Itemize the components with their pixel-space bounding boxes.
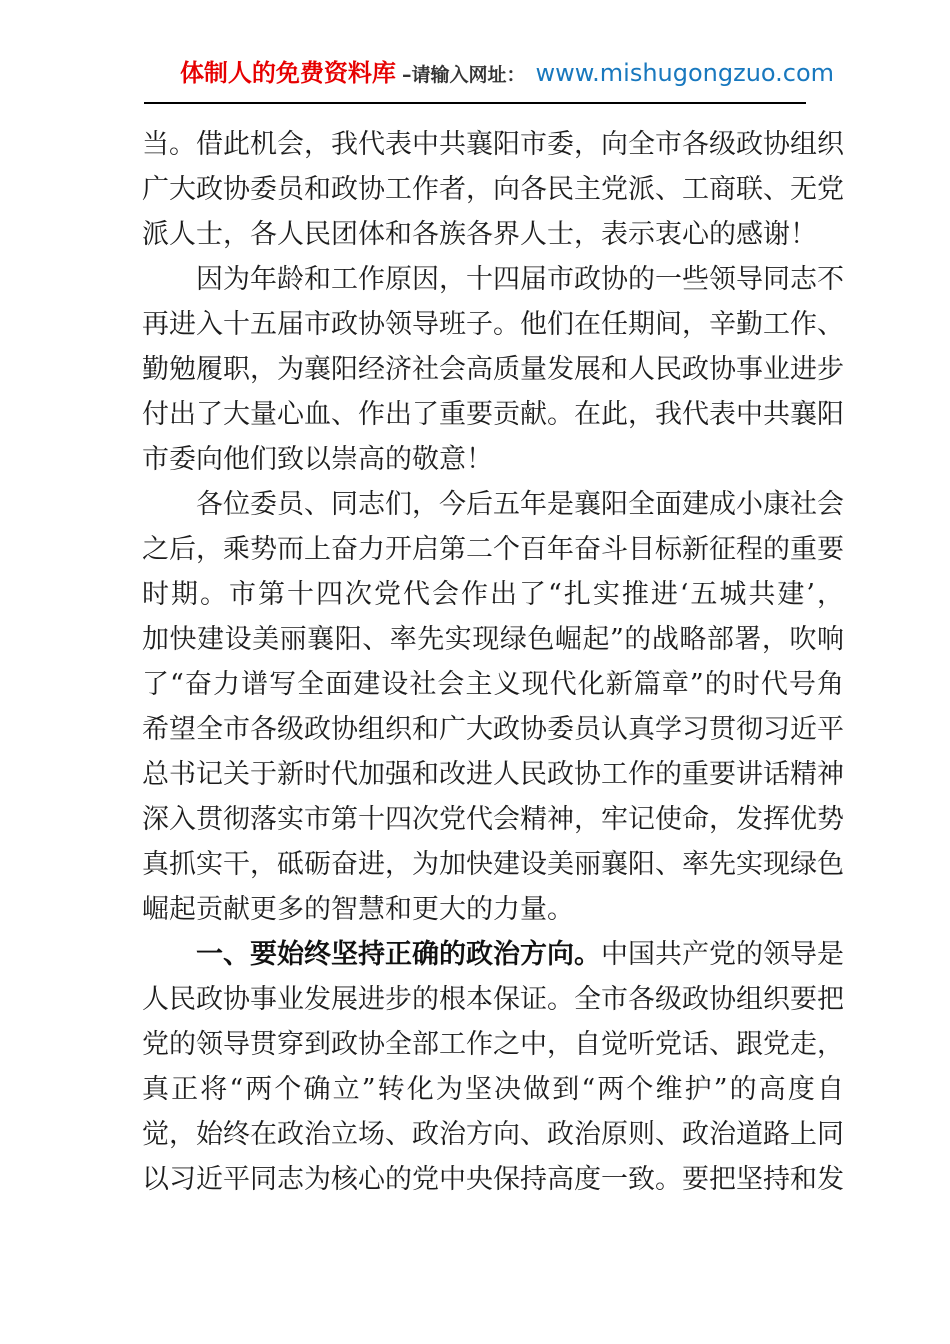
text-line: [142, 1022, 844, 1067]
document-body: [142, 122, 844, 1202]
site-name: 体制人的免费资料库: [179, 59, 396, 87]
header-divider: [144, 102, 806, 104]
text-segment: [142, 939, 196, 970]
text-segment: 党的领导贯穿到政协全部工作之中，自觉听党话、跟党走，: [142, 1029, 844, 1060]
text-segment: 之后，乘势而上奋力开启第二个百年奋斗目标新征程的重要: [142, 534, 844, 565]
site-header: [0, 0, 950, 92]
text-line: [142, 617, 844, 662]
text-segment: 中国共产党的领导是: [601, 939, 844, 970]
text-segment: 人民政协事业发展进步的根本保证。全市各级政协组织要把: [142, 984, 844, 1015]
text-line: [142, 122, 844, 167]
text-segment: 真正将“两个确立”转化为坚决做到“两个维护”的高度自: [142, 1074, 844, 1105]
text-line: [142, 662, 844, 707]
text-line: [142, 437, 844, 482]
text-segment: 广大政协委员和政协工作者，向各民主党派、工商联、无党: [142, 174, 844, 205]
text-segment: 当。借此机会，我代表中共襄阳市委，向全市各级政协组织: [142, 129, 844, 160]
text-segment: 总书记关于新时代加强和改进人民政协工作的重要讲话精神: [142, 759, 844, 790]
text-segment: 付出了大量心血、作出了重要贡献。在此，我代表中共襄阳: [142, 399, 844, 430]
site-tagline: –请输入网址：: [401, 64, 526, 86]
text-line: [142, 302, 844, 347]
text-line: [142, 257, 844, 302]
text-segment: 市委向他们致以崇高的敬意！: [142, 444, 493, 475]
text-line: [142, 572, 844, 617]
text-line: [142, 392, 844, 437]
text-line: [142, 212, 844, 257]
text-segment: 了“奋力谱写全面建设社会主义现代化新篇章”的时代号角: [142, 669, 844, 700]
text-line: [142, 347, 844, 392]
text-line: [142, 1067, 844, 1112]
section-heading: 一、要始终坚持正确的政治方向。: [196, 939, 601, 970]
text-segment: 觉，始终在政治立场、政治方向、政治原则、政治道路上同: [142, 1119, 844, 1150]
text-line: [142, 932, 844, 977]
text-segment: 各位委员、同志们，今后五年是襄阳全面建成小康社会: [142, 489, 844, 520]
text-line: [142, 887, 844, 932]
text-line: [142, 527, 844, 572]
text-line: [142, 752, 844, 797]
text-line: [142, 167, 844, 212]
text-segment: 加快建设美丽襄阳、率先实现绿色崛起”的战略部署，吹响: [142, 624, 844, 655]
text-segment: 希望全市各级政协组织和广大政协委员认真学习贯彻习近平: [142, 714, 844, 745]
text-segment: 时期。市第十四次党代会作出了“扎实推进‘五城共建’，: [142, 579, 844, 610]
text-segment: 崛起贡献更多的智慧和更大的力量。: [142, 894, 574, 925]
text-line: [142, 977, 844, 1022]
text-line: [142, 1157, 844, 1202]
text-segment: 深入贯彻落实市第十四次党代会精神，牢记使命，发挥优势: [142, 804, 844, 835]
text-line: [142, 1112, 844, 1157]
text-segment: 因为年龄和工作原因，十四届市政协的一些领导同志不: [142, 264, 844, 295]
text-segment: 再进入十五届市政协领导班子。他们在任期间，辛勤工作、: [142, 309, 844, 340]
text-segment: 勤勉履职，为襄阳经济社会高质量发展和人民政协事业进步: [142, 354, 844, 385]
site-url-link[interactable]: www.mishugongzuo.com: [535, 59, 835, 87]
text-segment: 派人士，各人民团体和各族各界人士，表示衷心的感谢！: [142, 219, 817, 250]
text-segment: 真抓实干，砥砺奋进，为加快建设美丽襄阳、率先实现绿色: [142, 849, 844, 880]
text-line: [142, 482, 844, 527]
text-line: [142, 842, 844, 887]
text-line: [142, 707, 844, 752]
text-line: [142, 797, 844, 842]
text-segment: 以习近平同志为核心的党中央保持高度一致。要把坚持和发: [142, 1164, 844, 1195]
